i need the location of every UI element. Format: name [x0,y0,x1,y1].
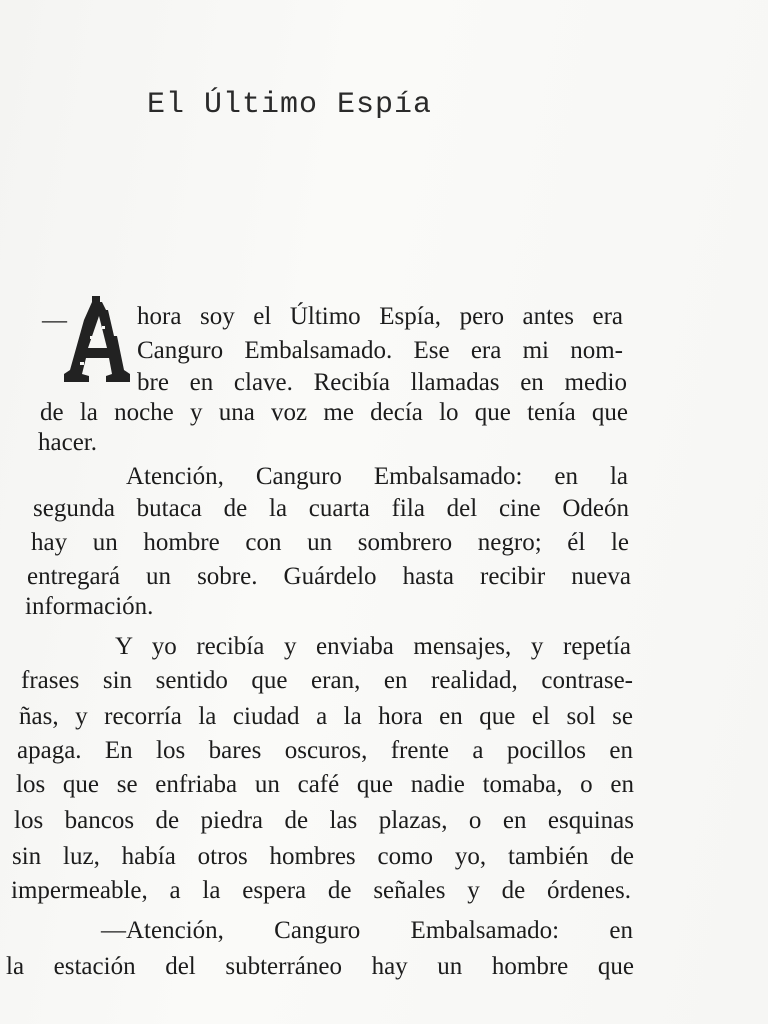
text-line: información. [25,593,154,620]
text-line: los que se enfriaba un café que nadie tomaba, o en [16,771,634,798]
text-line: frases sin sentido que eran, en realidad, contrase- [21,667,633,694]
text-line: impermeable, a la espera de señales y de órdenes. [11,877,631,904]
text-line: sin luz, había otros hombres como yo, también de [12,843,634,870]
text-line: hacer. [38,429,97,456]
dropcap-letter-a [62,296,132,386]
text-line: hay un hombre con un sombrero negro; él le [31,529,629,556]
text-line: entregará un sobre. Guárdelo hasta recibir nueva [27,563,631,590]
text-line: Canguro Embalsamado. Ese era mi nom- [137,337,623,364]
text-line: bre en clave. Recibía llamadas en medio [137,369,627,396]
text-line: la estación del subterráneo hay un hombre que [6,953,634,980]
text-line: Y yo recibía y enviaba mensajes, y repetía [115,633,631,660]
text-line: ñas, y recorría la ciudad a la hora en que el sol se [19,703,633,730]
text-line: de la noche y una voz me decía lo que tenía que [40,399,628,426]
dropcap-dash: — [42,307,67,334]
text-line: Atención, Canguro Embalsamado: en la [126,463,628,490]
chapter-title: El Último Espía [147,88,433,122]
text-line: apaga. En los bares oscuros, frente a pocillos en [17,737,633,764]
text-line: hora soy el Último Espía, pero antes era [137,303,623,330]
text-line: —Atención, Canguro Embalsamado: en [101,917,633,944]
text-line: segunda butaca de la cuarta fila del cine Odeón [33,495,629,522]
text-line: los bancos de piedra de las plazas, o en esquinas [14,807,634,834]
